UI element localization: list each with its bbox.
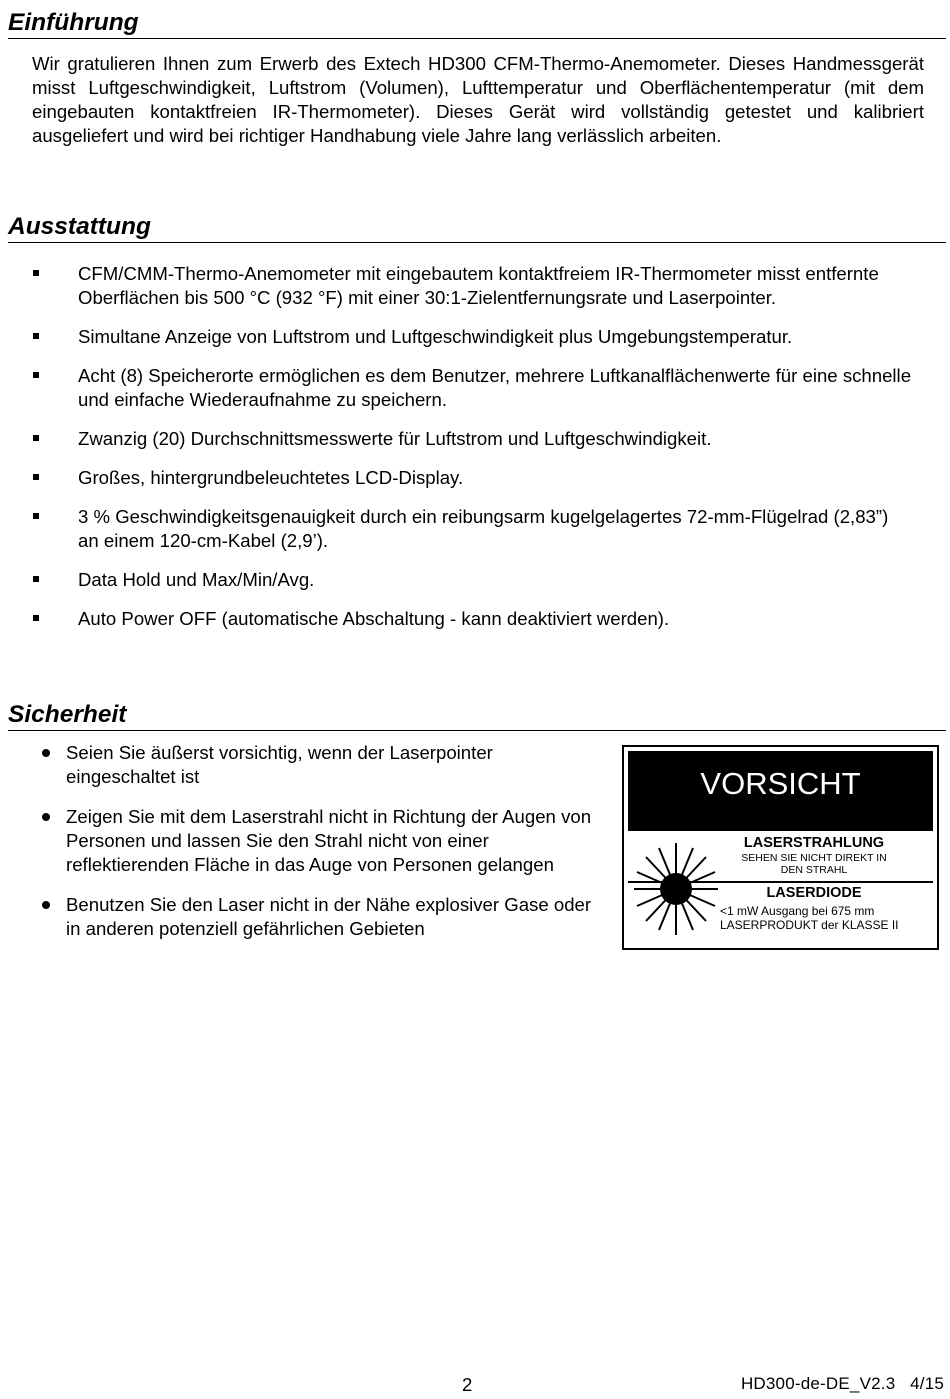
safety-item: Zeigen Sie mit dem Laserstrahl nicht in Richtung der Augen von Personen und lassen Sie den Strahl nicht von einer reflektierenden Fläche in das Auge von Personen gelangen (40, 805, 600, 877)
round-bullet-icon (42, 901, 50, 909)
feature-item: CFM/CMM-Thermo-Anemometer mit eingebautem kontaktfreiem IR-Thermometer misst entfernte Oberflächen bis 500 °C (932 °F) mit einer 30:1-Zielentfernungsrate und Laserpointer. (32, 262, 912, 310)
square-bullet-icon (33, 513, 39, 519)
feature-item: Auto Power OFF (automatische Abschaltung - kann deaktiviert werden). (32, 607, 912, 631)
square-bullet-icon (33, 372, 39, 378)
feature-item: Zwanzig (20) Durchschnittsmesswerte für Luftstrom und Luftgeschwindigkeit. (32, 427, 912, 451)
heading-einfuehrung: Einführung (8, 8, 946, 39)
square-bullet-icon (33, 576, 39, 582)
safety-item: Seien Sie äußerst vorsichtig, wenn der Laserpointer eingeschaltet ist (40, 741, 600, 789)
page-number: 2 (462, 1374, 473, 1395)
feature-item: Acht (8) Speicherorte ermöglichen es dem Benutzer, mehrere Luftkanalflächenwerte für eine schnelle und einfache Wiederaufnahme zu speichern. (32, 364, 912, 412)
square-bullet-icon (33, 333, 39, 339)
warning-line-class: LASERPRODUKT der KLASSE II (720, 918, 899, 932)
warning-line-do-not-stare: SEHEN SIE NICHT DIREKT IN DEN STRAHL (741, 852, 887, 876)
intro-paragraph: Wir gratulieren Ihnen zum Erwerb des Extech HD300 CFM-Thermo-Anemometer. Dieses Handmessgerät misst Luftgeschwindigkeit, Luftstrom (Volumen), Lufttemperatur und Oberflächentemperatur (mit dem eingebauten kontaktfreien IR-Thermometer). Dieses Gerät wird vollständig getestet und kalibriert ausgeliefert und wird bei richtiger Handhabung viele Jahre lang verlässlich arbeiten. (32, 53, 924, 146)
square-bullet-icon (33, 435, 39, 441)
safety-list (40, 741, 600, 941)
feature-item: Großes, hintergrundbeleuchtetes LCD-Display. (32, 466, 912, 490)
heading-ausstattung: Ausstattung (8, 212, 946, 243)
square-bullet-icon (33, 270, 39, 276)
warning-divider (628, 881, 933, 883)
square-bullet-icon (33, 474, 39, 480)
warning-line-laserdiode: LASERDIODE (766, 885, 862, 901)
feature-list (32, 262, 912, 631)
feature-item: 3 % Geschwindigkeitsgenauigkeit durch ein reibungsarm kugelgelagertes 72-mm-Flügelrad (2,83”) an einem 120-cm-Kabel (2,9’). (32, 505, 912, 553)
round-bullet-icon (42, 749, 50, 757)
heading-sicherheit: Sicherheit (8, 700, 946, 731)
feature-item: Simultane Anzeige von Luftstrom und Luftgeschwindigkeit plus Umgebungstemperatur. (32, 325, 912, 349)
warning-title: VORSICHT (628, 751, 933, 831)
document-id: HD300-de-DE_V2.3 4/15 (740, 1374, 944, 1393)
feature-item: Data Hold und Max/Min/Avg. (32, 568, 912, 592)
round-bullet-icon (42, 813, 50, 821)
warning-line-output: <1 mW Ausgang bei 675 mm (720, 904, 875, 918)
warning-specs (720, 904, 935, 932)
safety-item: Benutzen Sie den Laser nicht in der Nähe explosiver Gase oder in anderen potenziell gefährlichen Gebieten (40, 893, 600, 941)
square-bullet-icon (33, 615, 39, 621)
laser-hazard-icon (632, 839, 720, 939)
warning-line-laserstrahlung: LASERSTRAHLUNG (743, 835, 885, 851)
laser-warning-label (622, 745, 939, 950)
